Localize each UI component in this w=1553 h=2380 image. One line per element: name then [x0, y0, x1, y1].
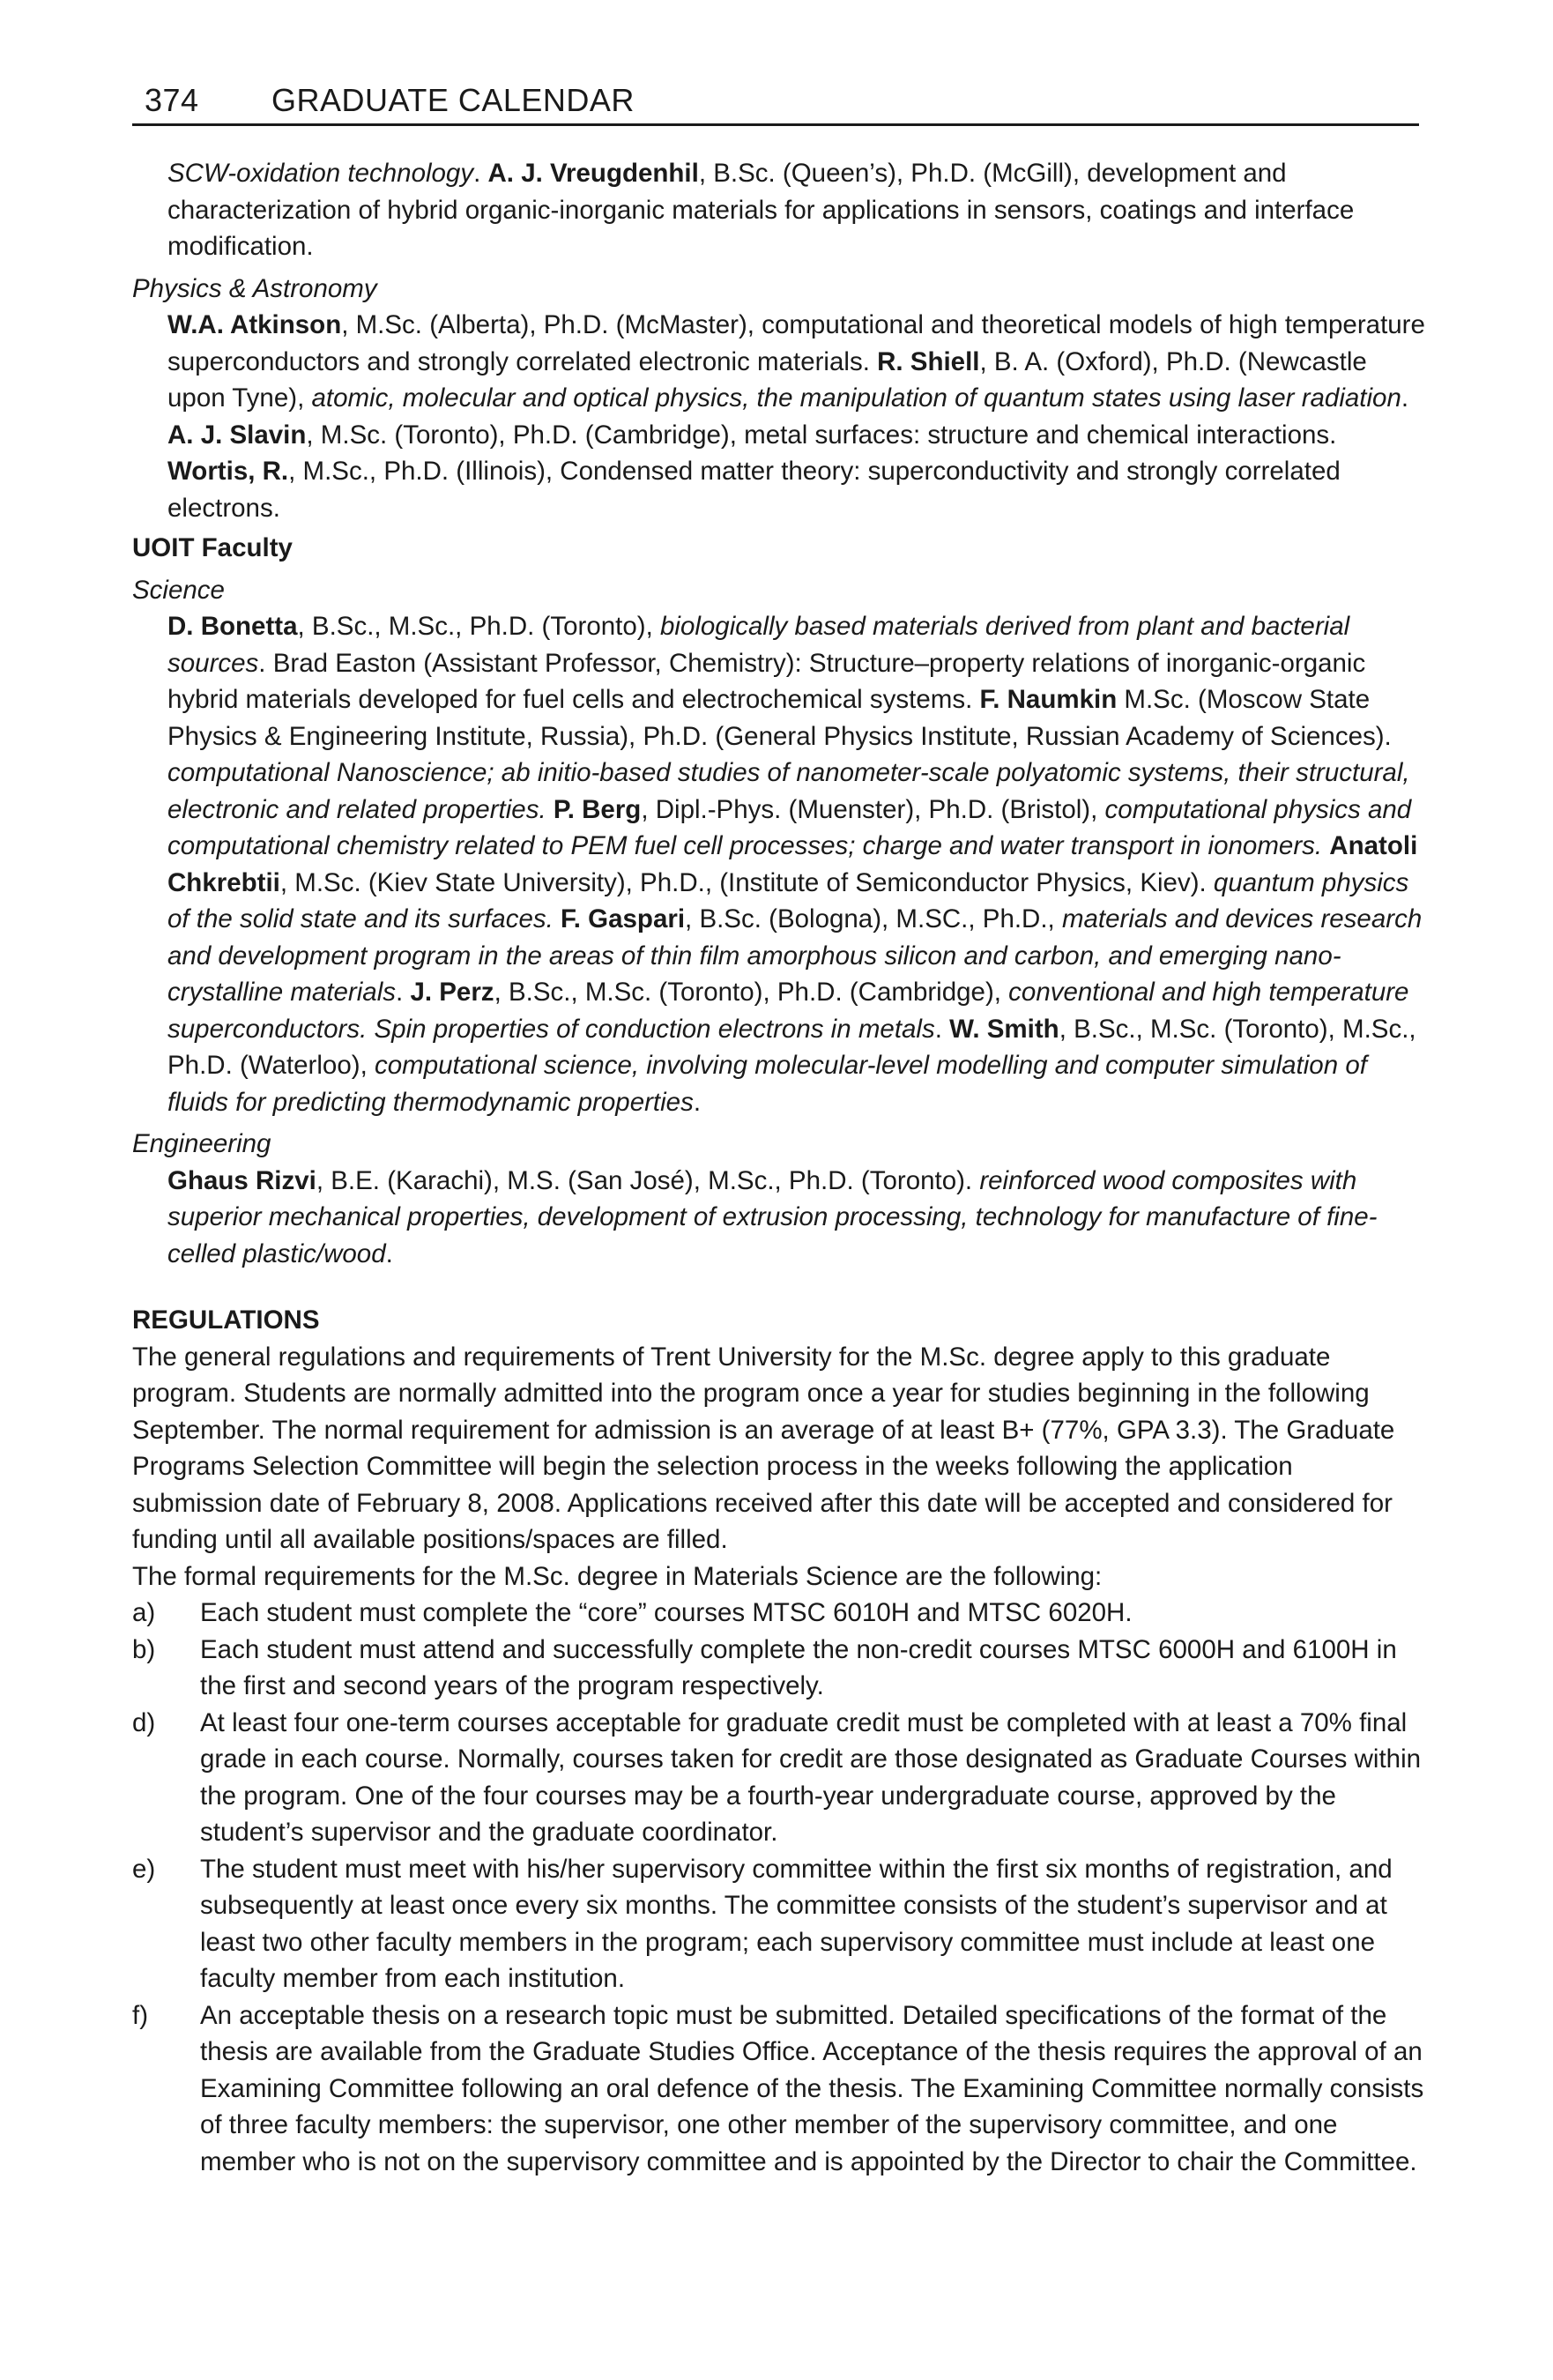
section-heading-engineering: Engineering	[132, 1129, 271, 1158]
research-interest-text: reinforced wood composites with superior mechanical properties, development of extrusion processing, technology for manufacture of fine-celled plastic/wood	[167, 1165, 1378, 1268]
research-interest-text: atomic, molecular and optical physics, the manipulation of quantum states using laser radiation	[311, 383, 1401, 413]
paragraph-physics-faculty	[132, 307, 1428, 526]
faculty-name: Anatoli Chkrebtii	[167, 831, 1418, 897]
list-item	[132, 1632, 1428, 1705]
faculty-name: A. J. Vreugdenhil	[487, 159, 699, 188]
research-interest-text: SCW-oxidation technology	[167, 159, 474, 188]
list-marker: a)	[132, 1598, 156, 1627]
text-run: .	[934, 1014, 950, 1044]
faculty-name: F. Naumkin	[979, 685, 1118, 714]
faculty-name: Ghaus Rizvi	[167, 1165, 316, 1195]
faculty-name: R. Shiell	[877, 346, 980, 376]
faculty-name: A. J. Slavin	[167, 420, 307, 450]
faculty-name: W. Smith	[949, 1014, 1059, 1044]
running-header	[132, 81, 1419, 120]
list-item-text: The student must meet with his/her supervisory committee within the first six months of registration, and subsequently at least once every six months. The committee consists of the student’s supervisor and at least two other faculty members in the program; each supervisory committee must include at least one faculty member from each institution.	[200, 1854, 1393, 1993]
faculty-name: D. Bonetta	[167, 612, 298, 641]
research-interest-text: computational science, involving molecular-level modelling and computer simulation of fluids for predicting thermodynamic properties	[167, 1051, 1367, 1117]
section-heading-science: Science	[132, 575, 225, 605]
list-marker: b)	[132, 1634, 156, 1664]
list-item-text: At least four one-term courses acceptable for graduate credit must be completed with at least a 70% final grade in each course. Normally, courses taken for credit are those designated as Graduate Courses within the program. One of the four courses may be a fourth-year undergraduate course, approved by the student’s supervisor and the graduate coordinator.	[200, 1707, 1422, 1847]
paragraph-engineering-faculty	[132, 1163, 1428, 1273]
list-item	[132, 1705, 1428, 1851]
list-item	[132, 1851, 1428, 1997]
list-marker: e)	[132, 1854, 156, 1884]
text-run: , B.Sc. (Queen’s), Ph.D. (McGill), development and characterization of hybrid organic-inorganic materials for applications in sensors, coatings and interface modification.	[167, 159, 1355, 261]
text-run: , M.Sc. (Kiev State University), Ph.D., (Institute of Semiconductor Physics, Kiev).	[279, 867, 1214, 897]
paragraph-science-faculty	[132, 608, 1428, 1120]
section-heading-physics: Physics & Astronomy	[132, 273, 377, 303]
text-run: , B.Sc., M.Sc. (Toronto), M.Sc., Ph.D. (Waterloo),	[167, 1014, 1416, 1080]
regulations-paragraph-1: The general regulations and requirements of Trent University for the M.Sc. degree apply to this graduate program. Students are normally admitted into the program once a year for studies beginning in the following September. The normal requirement for admission is an average of at least B+ (77%, GPA 3.3). The Graduate Programs Selection Committee will begin the selection process in the weeks following the application submission date of February 8, 2008. Applications received after this date will be accepted and considered for funding until all available positions/spaces are filled.	[132, 1342, 1395, 1554]
research-interest-text: computational Nanoscience; ab initio-based studies of nanometer-scale polyatomic systems, their structural, electronic and related properties.	[167, 758, 1410, 824]
list-item-text: An acceptable thesis on a research topic must be submitted. Detailed specifications of the format of the thesis are available from the Graduate Studies Office. Acceptance of the thesis requires the approval of an Examining Committee following an oral defence of the thesis. The Examining Committee normally consists of three faculty members: the supervisor, one other member of the supervisory committee, and one member who is not on the supervisory committee and is appointed by the Director to chair the Committee.	[200, 2000, 1424, 2176]
regulations-heading: REGULATIONS	[132, 1305, 320, 1335]
list-marker: d)	[132, 1707, 156, 1737]
page-content	[132, 155, 1428, 2180]
header-rule	[132, 123, 1419, 126]
text-run: .	[396, 978, 411, 1007]
text-run: .	[693, 1087, 702, 1117]
text-run	[546, 795, 554, 824]
research-interest-text: materials and devices research and development program in the areas of thin film amorphous silicon and carbon, and emerging nano-crystalline materials	[167, 904, 1423, 1007]
faculty-name: W.A. Atkinson	[167, 310, 342, 339]
list-item-text: Each student must complete the “core” courses MTSC 6010H and MTSC 6020H.	[200, 1598, 1133, 1627]
research-interest-text: biologically based materials derived from plant and bacterial sources	[167, 612, 1350, 678]
text-run: , B.Sc., M.Sc. (Toronto), Ph.D. (Cambridge),	[494, 978, 1009, 1007]
text-run: , B.Sc. (Bologna), M.SC., Ph.D.,	[685, 904, 1062, 933]
text-run: , M.Sc. (Toronto), Ph.D. (Cambridge), metal surfaces: structure and chemical interactions.	[306, 420, 1337, 450]
text-run: , B. A. (Oxford), Ph.D. (Newcastle upon Tyne),	[167, 346, 1367, 413]
regulations-paragraph-2: The formal requirements for the M.Sc. degree in Materials Science are the following:	[132, 1561, 1103, 1591]
requirements-list	[132, 1595, 1428, 2180]
faculty-name: J. Perz	[410, 978, 494, 1007]
text-run: .	[1401, 383, 1409, 413]
research-interest-text: conventional and high temperature superconductors. Spin properties of conduction electrons in metals	[167, 978, 1409, 1044]
spacer	[132, 1272, 1428, 1302]
text-run	[554, 904, 561, 933]
faculty-name: P. Berg	[553, 794, 642, 824]
page-number: 374	[145, 82, 199, 118]
list-item-text: Each student must attend and successfully complete the non-credit courses MTSC 6000H and 6100H in the first and second years of the program respectively.	[200, 1634, 1397, 1700]
text-run: M.Sc. (Moscow State Physics & Engineering Institute, Russia), Ph.D. (General Physics Institute, Russian Academy of Sciences).	[167, 685, 1392, 751]
faculty-name: Wortis, R.	[167, 457, 289, 486]
paragraph-chemistry-continued	[132, 155, 1428, 265]
text-run: , M.Sc., Ph.D. (Illinois), Condensed matter theory: superconductivity and strongly correlated electrons.	[167, 457, 1341, 523]
text-run: .	[473, 159, 488, 188]
header-title: GRADUATE CALENDAR	[271, 82, 635, 118]
section-heading-uoit: UOIT Faculty	[132, 533, 293, 562]
list-item	[132, 1997, 1428, 2181]
text-run: , M.Sc. (Alberta), Ph.D. (McMaster), computational and theoretical models of high temperature superconductors and strongly correlated electronic materials.	[167, 310, 1425, 376]
text-run: , Dipl.-Phys. (Muenster), Ph.D. (Bristol),	[641, 794, 1105, 824]
text-run: . Brad Easton (Assistant Professor, Chemistry): Structure–property relations of inorganic-organic hybrid materials developed for fuel cells and electrochemical systems.	[167, 648, 1366, 714]
research-interest-text: computational physics and computational chemistry related to PEM fuel cell processes; charge and water transport in ionomers.	[167, 794, 1412, 860]
faculty-name: F. Gaspari	[561, 904, 686, 933]
text-run: , B.E. (Karachi), M.S. (San José), M.Sc., Ph.D. (Toronto).	[316, 1165, 980, 1195]
text-run: .	[385, 1238, 393, 1268]
list-item	[132, 1595, 1428, 1632]
research-interest-text: quantum physics of the solid state and its surfaces.	[167, 867, 1409, 933]
list-marker: f)	[132, 2000, 149, 2030]
text-run: , B.Sc., M.Sc., Ph.D. (Toronto),	[297, 612, 660, 641]
